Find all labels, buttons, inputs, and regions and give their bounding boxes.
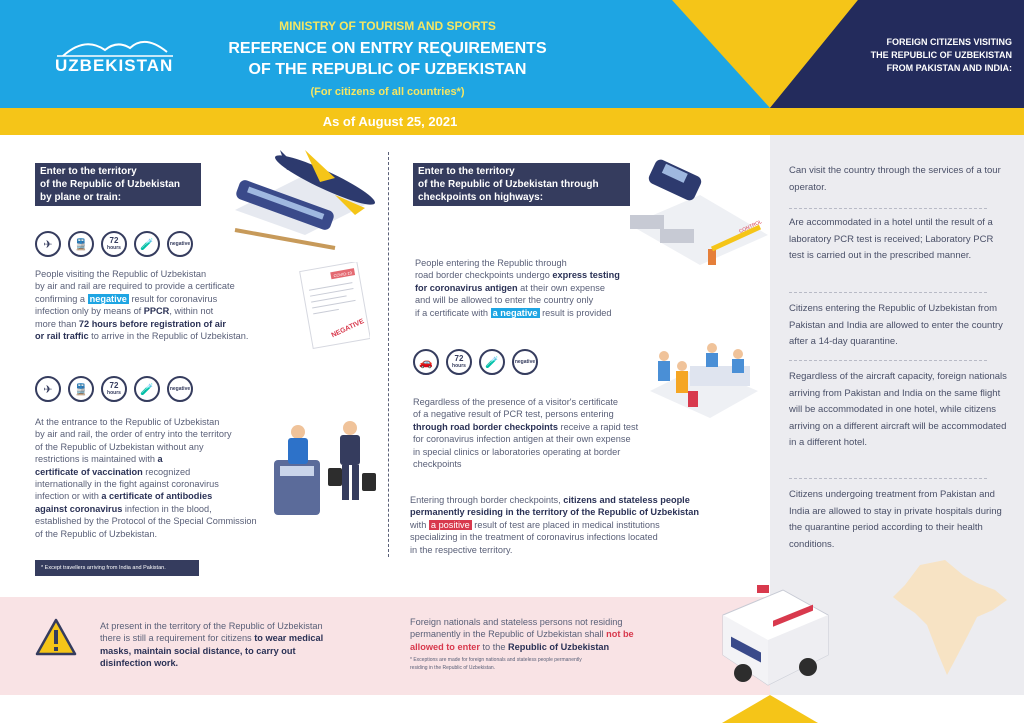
title-line-2: OF THE REPUBLIC OF UZBEKISTAN [248, 61, 527, 78]
train-icon: 🚆 [68, 376, 94, 402]
bottom-strip [0, 695, 1024, 723]
right-item-4: Regardless of the aircraft capacity, foreign nationals arriving from Pakistan and India on the same flight will be accommodated in one hotel, while citizens arriving on a different aircraft will be accommodated in a different hotel. [789, 371, 1007, 448]
box-line: of the Republic of Uzbekistan through [418, 179, 599, 190]
negative-word: negative [169, 241, 191, 247]
negative-word: negative [514, 359, 536, 365]
negative-test-icon [167, 376, 193, 402]
left-paragraph-1: People visiting the Republic of Uzbekistan by air and rail are required to provide a certificate confirming a negative result for coronavirus infection only by means of PPCR, within not more than 72 hours before registration of air or rail traffic to arrive in the Republic of Uzbekistan. [35, 269, 249, 342]
test-tube-icon: 🧪 [134, 376, 160, 402]
72-hours-icon [101, 231, 127, 257]
warning-icon [35, 618, 77, 656]
border-control-illustration [270, 418, 380, 523]
as-of-date: As of August 25, 2021 [322, 114, 458, 129]
negative-certificate-illustration [298, 262, 370, 352]
right-separator [789, 478, 987, 479]
page-subtitle: (For citizens of all countries*) [310, 86, 465, 98]
train-icon: 🚆 [68, 231, 94, 257]
test-tube-icon: 🧪 [134, 231, 160, 257]
box-line: checkpoints on highways: [418, 192, 544, 203]
right-item-1: Can visit the country through the services of a tour operator. [789, 165, 1001, 193]
india-pakistan-map-icon [885, 555, 1015, 680]
right-item-3: Citizens entering the Republic of Uzbekistan from Pakistan and India are allowed to enter the country after a 14-day quarantine. [789, 303, 1003, 347]
highlight-negative: negative [89, 293, 127, 304]
hours-word: hours [107, 389, 121, 396]
hours-num: 72 [109, 235, 119, 245]
doc-label: COVID-19 [333, 270, 353, 279]
doc-stamp: NEGATIVE [330, 318, 366, 340]
right-separator [789, 360, 987, 361]
hours-num: 72 [109, 380, 119, 390]
car-icon: 🚗 [413, 349, 439, 375]
hours-word: hours [452, 362, 466, 369]
box-line: Enter to the territory [40, 166, 137, 177]
logo-mountains-icon [55, 34, 175, 58]
right-separator [789, 208, 987, 209]
right-header-line-1: FOREIGN CITIZENS VISITING [886, 37, 1012, 47]
section-box-plane-train [35, 163, 201, 206]
airplane-icon: ✈ [35, 376, 61, 402]
plane-train-illustration [225, 140, 385, 250]
bottom-middle-note: * Exceptions are made for foreign nationals and stateless people permanently residing in the Republic of Uzbekistan. [410, 657, 582, 671]
72-hours-icon [446, 349, 472, 375]
box-line: by plane or train: [40, 192, 122, 203]
uzbekistan-logo [55, 34, 175, 78]
icon-row-3 [413, 349, 538, 375]
box-line: Enter to the territory [418, 166, 515, 177]
middle-paragraph-1: People entering the Republic through road border checkpoints undergo express testing for coronavirus antigen at their own expense and will be allowed to enter the country only if a certificate with a negative result is provided [415, 258, 620, 318]
highlight-positive: a positive [430, 519, 470, 530]
right-item-5: Citizens undergoing treatment from Pakistan and India are allowed to stay in private hospitals during the quarantine period according to their health conditions. [789, 489, 1002, 550]
highlight-negative: a negative [492, 307, 538, 318]
right-separator [789, 292, 987, 293]
note-box: * Except travellers arriving from India and Pakistan. [35, 560, 199, 576]
middle-paragraph-3: Entering through border checkpoints, citizens and stateless people permanently residing in the territory of the Republic of Uzbekistan with a positive result of test are placed in medical institutions specializing in the treatment of coronavirus infections located in the respective territory. [410, 495, 699, 555]
negative-test-icon [167, 231, 193, 257]
title-line-1: REFERENCE ON ENTRY REQUIREMENTS [228, 40, 547, 57]
ministry-name: MINISTRY OF TOURISM AND SPORTS [279, 19, 496, 33]
column-divider [388, 152, 389, 557]
negative-test-icon [512, 349, 538, 375]
left-paragraph-2: At the entrance to the Republic of Uzbekistan by air and rail, the order of entry into the territory of the Republic of Uzbekistan without any restrictions is maintained with a certificate of vaccination recognized internationally in the fight against coronavirus infection or with a certificate of antibodies against coronavirus infection in the blood, established by the Protocol of the Special Commission of the Republic of Uzbekistan. [35, 417, 257, 539]
bottom-middle-text: Foreign nationals and stateless persons not residing permanently in the Republic of Uzbekistan shall not be allowed to enter to the Republic of Uzbekistan [410, 617, 634, 652]
gate-label: CONTROL [738, 219, 764, 235]
icon-row-2 [35, 376, 193, 402]
box-line: of the Republic of Uzbekistan [40, 179, 181, 190]
right-header-line-2: THE REPUBLIC OF UZBEKISTAN [870, 50, 1012, 60]
72-hours-icon [101, 376, 127, 402]
right-header-line-3: FROM PAKISTAN AND INDIA: [886, 63, 1012, 73]
page-title [190, 38, 585, 80]
right-item-2: Are accommodated in a hotel until the result of a laboratory PCR test is received; Laboratory PCR test is carried out in the prescribed manner. [789, 217, 994, 261]
bottom-warning-text: At present in the territory of the Republic of Uzbekistan there is still a requirement for citizens to wear medical masks, maintain social distance, to carry out disinfection work. [100, 621, 324, 669]
right-header [842, 36, 1012, 75]
hours-word: hours [107, 244, 121, 251]
negative-word: negative [169, 386, 191, 392]
ambulance-illustration [713, 585, 833, 695]
middle-paragraph-2: Regardless of the presence of a visitor's certificate of a negative result of PCR test, persons entering through road border checkpoints receive a rapid test for coronavirus infection antigen at their own expense in special clinics or laboratories operating at border checkpoints [413, 397, 639, 470]
logo-text: UZBEKISTAN [55, 56, 174, 75]
section-box-highways [413, 163, 630, 206]
icon-row-1 [35, 231, 193, 257]
hours-num: 72 [454, 353, 464, 363]
test-tube-icon: 🧪 [479, 349, 505, 375]
bottom-yellow-triangle [722, 695, 818, 723]
airplane-icon: ✈ [35, 231, 61, 257]
